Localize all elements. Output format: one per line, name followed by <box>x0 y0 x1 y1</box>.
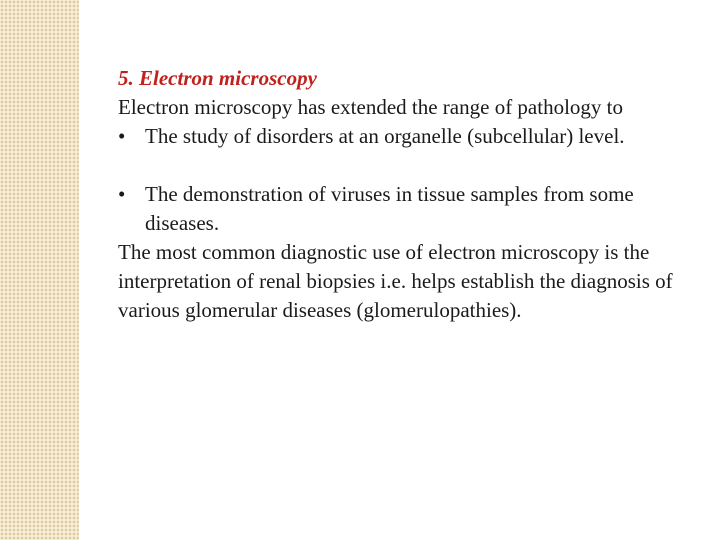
bullet-dot-icon: • <box>118 124 126 148</box>
closing-paragraph: The most common diagnostic use of electron microscopy is the interpretation of renal biopsies i.e. helps establish the diagnosis of various glomerular diseases (glomerulopathies). <box>118 240 673 322</box>
slide-content <box>118 64 698 325</box>
intro-paragraph: Electron microscopy has extended the range of pathology to <box>118 95 624 119</box>
bullet-item-organelle <box>118 122 698 151</box>
paragraph-spacer <box>118 151 698 180</box>
bullet-text: The study of disorders at an organelle (subcellular) level. <box>145 124 625 148</box>
bullet-item-viruses <box>118 180 698 238</box>
slide-heading: 5. Electron microscopy <box>118 66 317 90</box>
bullet-text: The demonstration of viruses in tissue samples from some diseases. <box>145 182 634 235</box>
bullet-dot-icon: • <box>118 182 126 206</box>
decorative-side-strip <box>0 0 79 540</box>
